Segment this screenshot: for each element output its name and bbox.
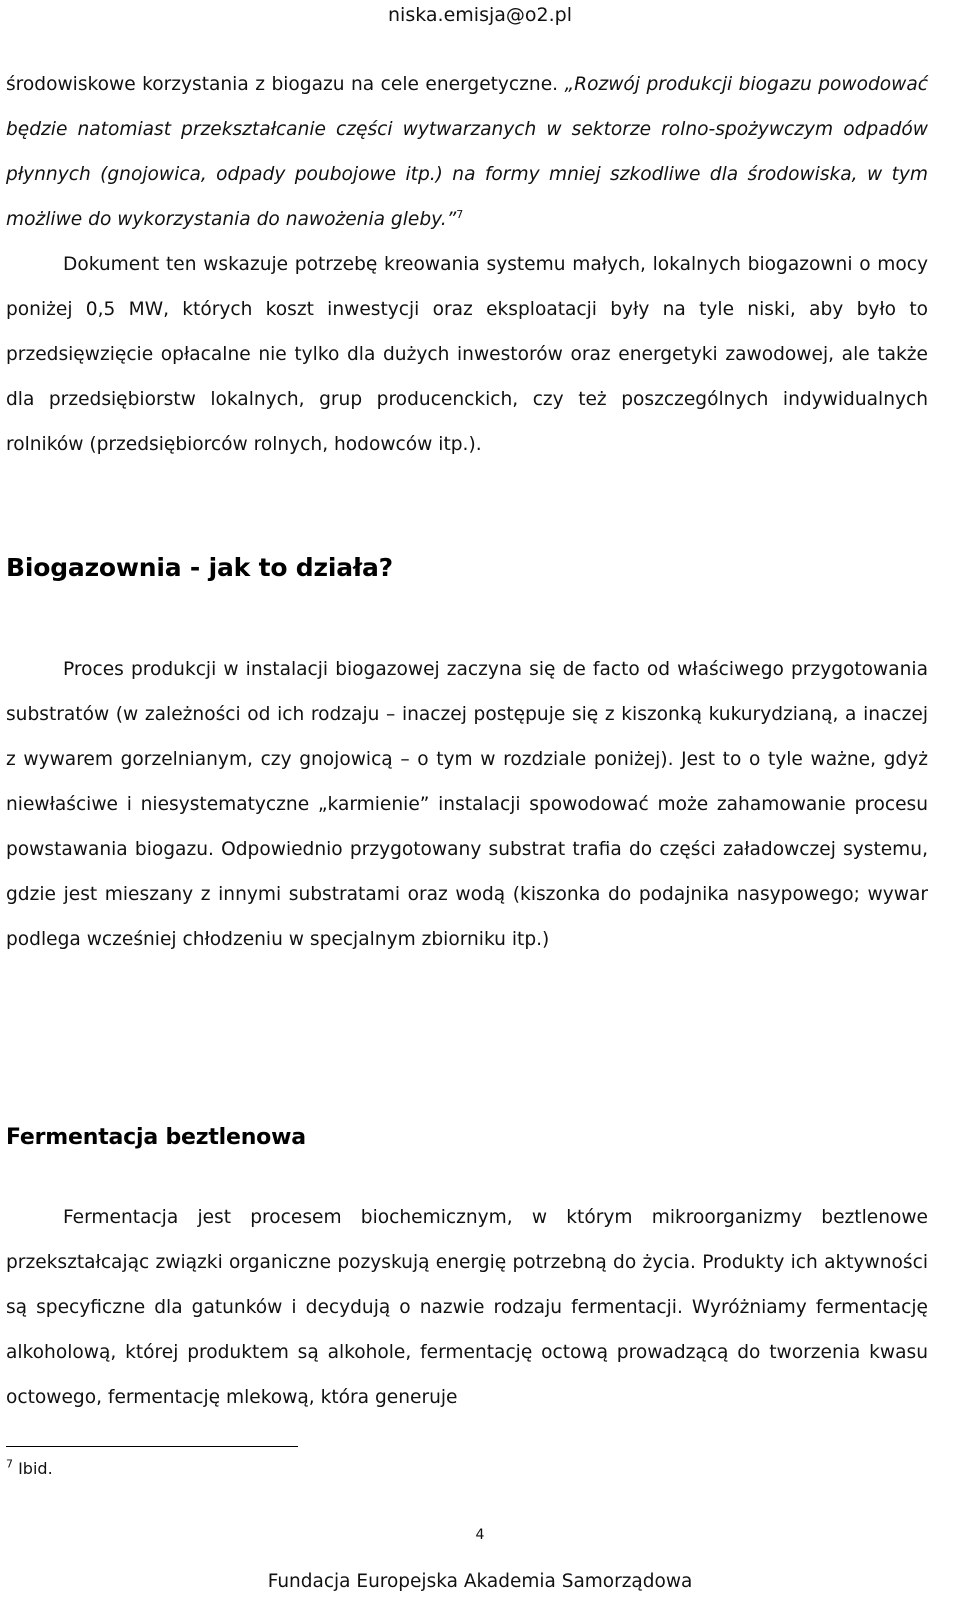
footnote-number: 7 <box>6 1457 13 1471</box>
page-number: 4 <box>475 1527 485 1543</box>
biogazownia-text: Proces produkcji w instalacji biogazowej zaczyna się de facto od właściwego przygotowania substratów (w zależności od ich rodzaju – inaczej postępuje się z kiszonką kukurydzianą, a inaczej z wywarem gorzelnianym, czy gnojowicą – o tym w rozdziale poniżej). Jest to o tyle ważne, gdyż niewłaściwe i niesystematyczne „karmienie” instalacji spowodować może zahamowanie procesu powstawania biogazu. Odpowiednio przygotowany substrat trafia do części załadowczej systemu, gdzie jest mieszany z innymi substratami oraz wodą (kiszonka do podajnika nasypowego; wywar podlega wcześniej chłodzeniu w specjalnym zbiorniku itp.) <box>6 659 928 950</box>
header-email: niska.emisja@o2.pl <box>388 4 572 26</box>
dokument-text: Dokument ten wskazuje potrzebę kreowania systemu małych, lokalnych biogazowni o mocy poniżej 0,5 MW, których koszt inwestycji oraz eksploatacji były na tyle niski, aby było to przedsięwzięcie opłacalne nie tylko dla dużych inwestorów oraz energetyki zawodowej, ale także dla przedsiębiorstw lokalnych, grup producenckich, czy też poszczególnych indywidualnych rolników (przedsiębiorców rolnych, hodowców itp.). <box>6 254 928 455</box>
section-heading-biogazownia: Biogazownia - jak to działa? <box>6 553 393 582</box>
footnote-text: Ibid. <box>13 1459 53 1478</box>
footnote-reference[interactable]: 7 <box>456 207 464 221</box>
footer-organization: Fundacja Europejska Akademia Samorządowa <box>267 1571 693 1592</box>
biogazownia-paragraph <box>6 647 928 962</box>
section-heading-fermentacja: Fermentacja beztlenowa <box>6 1125 306 1150</box>
fermentacja-text: Fermentacja jest procesem biochemicznym, w którym mikroorganizmy beztlenowe przekształcając związki organiczne pozyskują energię potrzebną do życia. Produkty ich aktywności są specyficzne dla gatunków i decydują o nazwie rodzaju fermentacji. Wyróżniamy fermentację alkoholową, której produktem są alkohole, fermentację octową prowadzącą do tworzenia kwasu octowego, fermentację mlekową, która generuje <box>6 1207 928 1408</box>
fermentacja-paragraph <box>6 1195 928 1420</box>
intro-paragraph <box>6 62 928 242</box>
footnote <box>6 1455 53 1483</box>
dokument-paragraph <box>6 242 928 467</box>
intro-text: środowiskowe korzystania z biogazu na cele energetyczne. <box>6 74 565 95</box>
intro-quote: „Rozwój produkcji biogazu powodować będzie natomiast przekształcanie części wytwarzanych w sektorze rolno-spożywczym odpadów płynnych (gnojowica, odpady poubojowe itp.) na formy mniej szkodliwe dla środowiska, w tym możliwe do wykorzystania do nawożenia gleby.” <box>6 74 928 230</box>
footnote-separator <box>6 1446 298 1447</box>
